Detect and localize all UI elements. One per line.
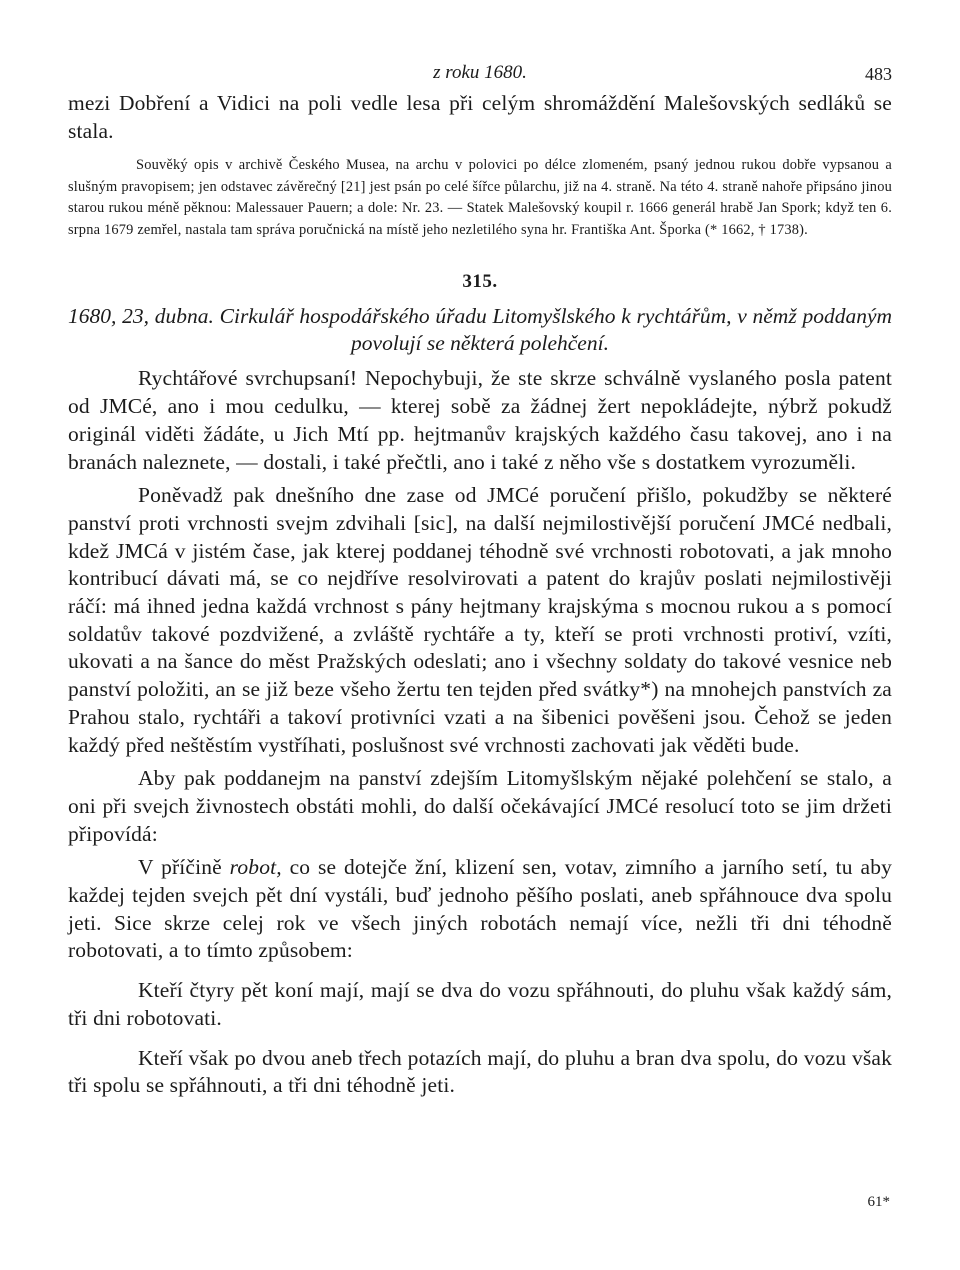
heading-date: 1680, 23, dubna. (68, 304, 214, 329)
signature-mark: 61* (867, 1194, 890, 1210)
page (68, 60, 892, 1100)
page-number: 483 (865, 64, 892, 84)
running-head-title: z roku 1680. (433, 62, 527, 83)
letter-paragraph-3: Aby pak poddanejm na panství zdejším Litomyšlským nějaké polehčení se stalo, a oni při svejch živnostech obstáti mohli, do další očekávající JMCé resolucí toto se jim držeti připovídá: (68, 766, 892, 846)
letter-paragraph-4 (68, 854, 892, 965)
letter-paragraph-1 (68, 365, 892, 476)
editorial-note: Souvěký opis v archivě Českého Musea, na archu v polovici po délce zlomeném, psaný jednou rukou dobře vypsanou a slušným pravopisem; jen odstavec závěrečný [21] jest psán po celé šířce půlarchu, již na 4. straně. Na této 4. straně nahoře připsáno jinou starou rukou méně pěknou: Malessauer Pauern; a dole: Nr. 23. — Statek Malešovský koupil r. 1666 generál hrabě Jan Spork; když ten 6. srpna 1679 zemřel, nastala tam správa poručnická na místě jeho nezletilého syna hr. Františka Ant. Šporka (* 1662, † 1738). (68, 157, 892, 238)
salutation: Rychtářové svrchupsaní! (138, 366, 358, 391)
letter-paragraph-2: Poněvadž pak dnešního dne zase od JMCé poručení přišlo, pokudžby se některé panství proti vrchnosti svejm zdvihali [sic], na další nejmilostivější poručení JMCé nedbali, kdež JMCá v jistém čase, jak kterej poddanej téhodně své vrchnosti robotovati, a jak mnoho kontribucí dávati má, se co nejdříve resolvirovati a patent do krajův poslati nejmilostivěji ráčí: má ihned jedna každá vrchnost s pány hejtmany krajskýma s mocnou rukou a s pomocí soldatův takové pozdvižené, a zvláště rychtáře a ty, kteří se proti vrchnosti protiví, vzíti, ukovati a na šance do měst Pražských odeslati; ano i všechny soldaty do takové vesnice neb panství položiti, an se již beze všeho žertu ten tejden před svátky*) na mnohejch panstvích za Prahou stalo, rychtáři a takoví protivníci vzati a na šibenici pověšeni jsou. Čehož se jeden každý před neštěstím vystříhati, poslušnost své vrchnosti zachovati jak věděti bude. (68, 483, 892, 757)
paragraph-4-italic: robot, (229, 855, 282, 880)
letter-paragraph-5: Kteří čtyry pět koní mají, mají se dva do vozu spřáhnouti, do pluhu však každý sám, tři dni robotovati. (68, 978, 892, 1030)
letter-paragraph-6: Kteří však po dvou aneb třech potazích mají, do pluhu a bran dva spolu, do vozu však tři spolu se spřáhnouti, a tři dni téhodně jeti. (68, 1045, 892, 1098)
paragraph-4-start: V příčině (138, 855, 230, 880)
continued-paragraph: mezi Dobření a Vidici na poli vedle lesa při celým shromáždění Malešovských sedláků se stala. (68, 91, 892, 143)
paragraph-4-rest: co se dotejče žní, klizení sen, votav, zimního a jarního setí, tu aby každej tejden svejch pět dní vystáli, buď jednoho pěšího poslati, aneb spřáhnouce dva spolu jeti. Sice skrze celej rok ve všech jiných robotách nemají více, nežli tři dni téhodně robotovati, a to tímto způsobem: (68, 855, 892, 963)
document-heading (68, 303, 892, 357)
document-number: 315. (462, 271, 498, 293)
paragraph-1-text: Nepochybuji, že ste skrze schválně vyslaného posla patent od JMCé, ano i mou cedulku, — kterej sobě za žádnej žert nepokládejte, nýbrž pokudž originál viděti žádáte, u Jich Mtí pp. hejtmanův krajských každého času takovej, ano i na branách naleznete, — dostali, i také přečtli, ano i také z něho vše s dostatkem vyrozuměli. (68, 366, 892, 474)
heading-text: Cirkulář hospodářského úřadu Litomyšlského k rychtářům, v němž poddaným povolují se některá polehčení. (219, 304, 893, 356)
running-head (68, 60, 892, 90)
